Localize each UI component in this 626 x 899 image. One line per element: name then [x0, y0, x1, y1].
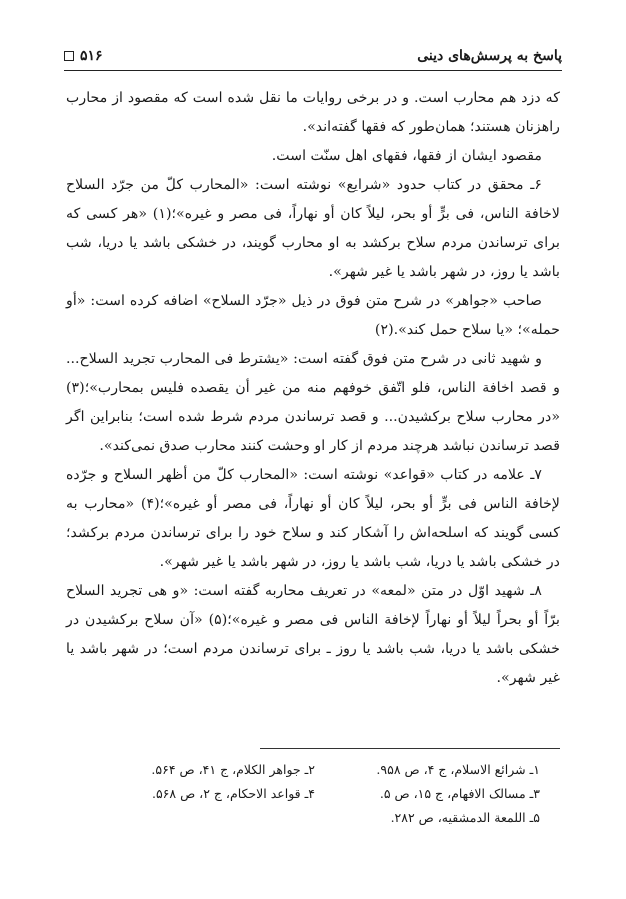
- footnote-separator: [260, 748, 560, 749]
- paragraph-5: و شهید ثانی در شرح متن فوق گفته است: «یشترط فی المحارب تجرید السلاح... و قصد اخافة الناس، فلو اتّفق خوفهم منه من غیر أن یقصده فلیس بمحارب»؛(۳) «در محارب سلاح برکشیدن... و قصد ترساندن مردم شرط شده است؛ بنابراین اگر قصد ترساندن نباشد هرچند مردم از کار او وحشت کنند محارب صدق نمی‌کند».: [66, 351, 560, 454]
- paragraph-2: مقصود ایشان از فقها، فقهای اهل سنّت است.: [271, 148, 542, 164]
- footnote-row: [90, 806, 540, 830]
- footnote-4: ۴ـ قواعد الاحکام، ج ۲، ص ۵۶۸.: [151, 786, 315, 801]
- paragraph-3: ۶ـ محقق در کتاب حدود «شرایع» نوشته است: «المحارب كلّ من جرّد السلاح لاخافة الناس، فی برٍّ أو بحر، لیلاً كان أو نهاراً، فی مصر و غیره»؛(۱) «هر کسی که برای ترساندن مردم سلاح برکشد به او محارب گویند، در خشکی باشد یا دریا، شب باشد یا روز، در شهر باشد یا غیر شهر».: [66, 177, 561, 280]
- body-text: [66, 84, 560, 693]
- paragraph-7: ۸ـ شهید اوّل در متن «لمعه» در تعریف محاربه گفته است: «و هی تجرید السلاح برّاً أو بحراً لیلاً أو نهاراً لإخافة الناس فی مصر و غیره»؛(۵) «آن سلاح برکشیدن در خشکی باشد یا دریا، شب باشد یا روز ـ برای ترساندن مردم است؛ در شهر باشد یا غیر شهر».: [66, 583, 560, 686]
- running-title: پاسخ به پرسش‌های دینی: [417, 48, 562, 64]
- paragraph-1: که دزد هم محارب است. و در برخی روایات ما نقل شده است که مقصود از محارب راهزنان هستند؛ همان‌طور که فقها گفته‌اند».: [66, 90, 560, 135]
- page-header: [64, 38, 562, 71]
- footnote-5: ۵ـ اللمعة الدمشقیه، ص ۲۸۲.: [390, 810, 540, 825]
- paragraph-6: ۷ـ علامه در کتاب «قواعد» نوشته است: «المحارب كلّ من أظهر السلاح و جرّده لإخافة الناس فی برٍّ أو بحر، لیلاً كان أو نهاراً، فی مصر أو غیره»؛(۴) «محارب به کسی گویند که اسلحه‌اش را آشکار کند و سلاح خود را برای ترساندن مردم برکشد؛ در خشکی باشد یا دریا، شب باشد یا روز، در شهر باشد یا غیر شهر».: [66, 467, 561, 570]
- footnote-1: ۱ـ شرائع الاسلام، ج ۴، ص ۹۵۸.: [376, 762, 540, 777]
- square-bullet-icon: [64, 51, 74, 61]
- page-number: ۵۱۶: [80, 48, 103, 64]
- footnote-2: ۲ـ جواهر الکلام، ج ۴۱، ص ۵۶۴.: [151, 762, 315, 777]
- paragraph-4: صاحب «جواهر» در شرح متن فوق در ذیل «جرّد السلاح» اضافه کرده است: «أو حمله»؛ «یا سلاح حمل کند».(۲): [66, 293, 560, 338]
- footnote-3: ۳ـ مسالک الافهام، ج ۱۵، ص ۵.: [379, 786, 540, 801]
- page-number-group: [64, 48, 103, 64]
- footnotes: [90, 758, 540, 830]
- footnote-row: [90, 782, 540, 806]
- footnote-row: [90, 758, 540, 782]
